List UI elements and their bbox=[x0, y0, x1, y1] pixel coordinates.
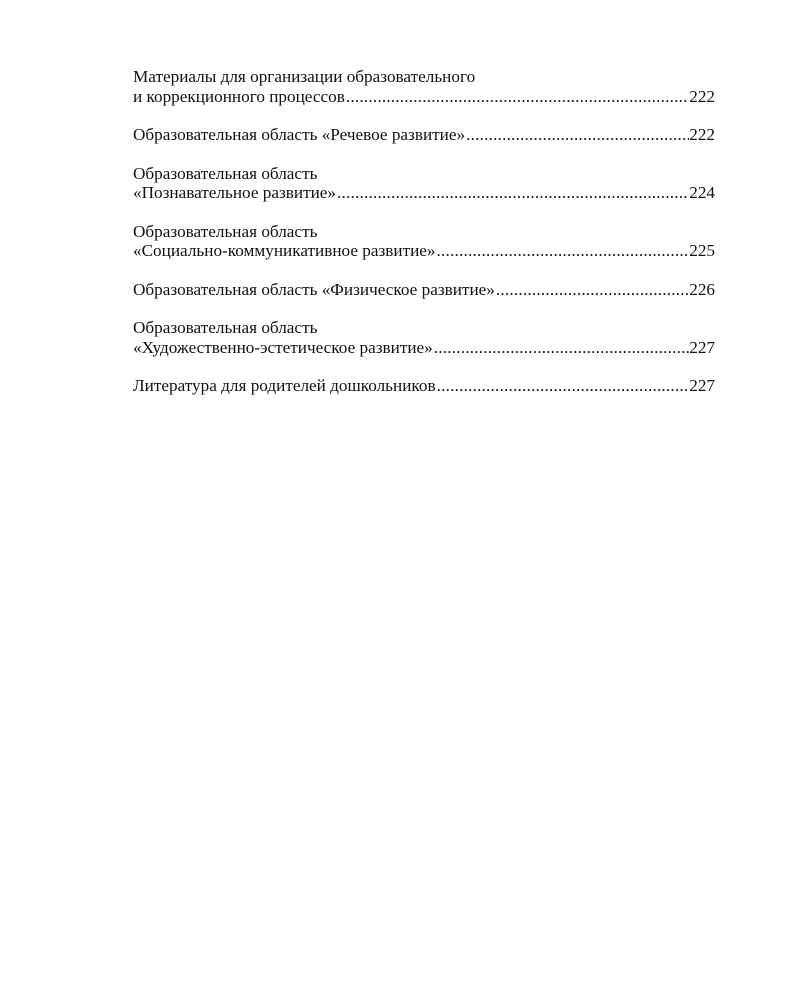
toc-page-number: 222 bbox=[689, 86, 715, 106]
toc-entry-title-line: Образовательная область bbox=[133, 163, 318, 183]
dot-leader bbox=[437, 376, 690, 396]
toc-entry-speech bbox=[133, 125, 715, 145]
dot-leader bbox=[346, 87, 689, 107]
toc-page-number: 226 bbox=[689, 279, 715, 299]
toc-entry-title-line: Образовательная область bbox=[133, 221, 318, 241]
toc-entry-title-line: «Художественно-эстетическое развитие» bbox=[133, 337, 433, 357]
table-of-contents bbox=[133, 67, 715, 415]
toc-page-number: 225 bbox=[689, 241, 715, 260]
toc-entry-title-line: Литература для родителей дошкольников bbox=[133, 376, 436, 395]
dot-leader bbox=[496, 280, 689, 300]
toc-entry-title-line: Образовательная область bbox=[133, 318, 318, 337]
dot-leader bbox=[434, 338, 689, 358]
toc-page-number: 224 bbox=[689, 183, 715, 202]
toc-entry-literature bbox=[133, 376, 715, 396]
toc-page-number: 227 bbox=[689, 337, 715, 357]
toc-entry-cognitive bbox=[133, 164, 715, 203]
toc-entry-title-line: Образовательная область «Физическое развитие» bbox=[133, 279, 495, 299]
toc-entry-title-line: «Познавательное развитие» bbox=[133, 183, 337, 202]
toc-page-number: 222 bbox=[689, 125, 715, 144]
toc-entry-physical bbox=[133, 280, 715, 300]
dot-leader bbox=[466, 125, 689, 145]
toc-entry-materials bbox=[133, 67, 715, 106]
toc-entry-title-line: Материалы для организации образовательного bbox=[133, 67, 476, 86]
dot-leader bbox=[437, 241, 690, 261]
toc-entry-artistic bbox=[133, 318, 715, 357]
toc-entry-title-line: Образовательная область «Речевое развитие» bbox=[133, 125, 466, 144]
dot-leader bbox=[337, 183, 689, 203]
toc-page-number: 227 bbox=[689, 376, 715, 395]
toc-entry-title-line: «Социально-коммуникативное развитие» bbox=[133, 241, 436, 260]
toc-entry-social bbox=[133, 222, 715, 261]
toc-entry-title-line: и коррекционного процессов bbox=[133, 86, 345, 106]
